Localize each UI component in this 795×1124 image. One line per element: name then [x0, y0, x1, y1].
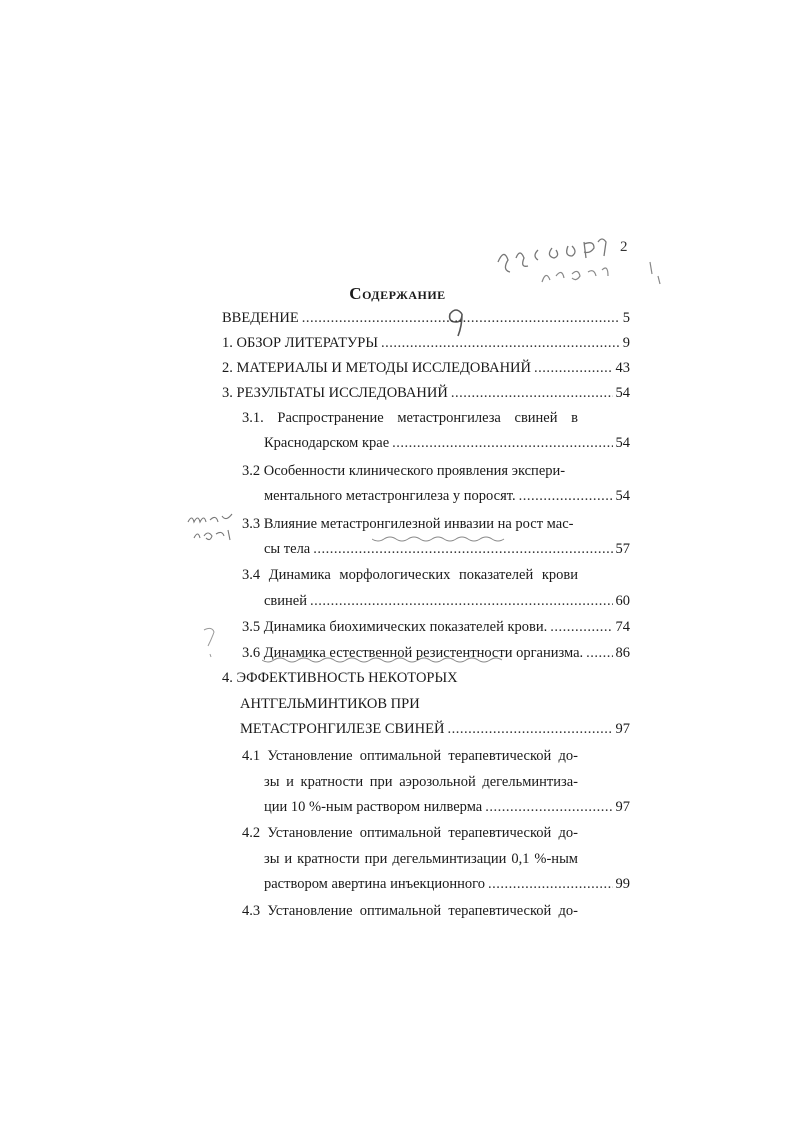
- toc-entry-4-line3: МЕТАСТРОНГИЛЕЗЕ СВИНЕЙ ..... 97: [240, 719, 630, 739]
- toc-entry-3-2-line2: ментального метастронгилеза у поросят. ..... 54: [264, 486, 630, 506]
- toc-entry-literature: 1. ОБЗОР ЛИТЕРАТУРЫ ..... 9: [222, 333, 630, 353]
- toc-entry-4-1-line2: зы и кратности при аэрозольной дегельминтиза-: [264, 774, 578, 790]
- toc-entry-results: 3. РЕЗУЛЬТАТЫ ИССЛЕДОВАНИЙ ..... 54: [222, 383, 630, 403]
- toc-entry-3-1-line1: 3.1. Распространение метастронгилеза свиней в: [242, 410, 578, 426]
- page-number: 2: [620, 239, 628, 255]
- toc-entry-3-6: 3.6 Динамика естественной резистентности организма. ..... 86: [242, 643, 630, 663]
- toc-entry-3-1-line2: Краснодарском крае ..... 54: [264, 433, 630, 453]
- toc-entry-4-3-line1: 4.3 Установление оптимальной терапевтической до-: [242, 903, 578, 919]
- toc-entry-introduction: ВВЕДЕНИЕ ..... 5: [222, 308, 630, 328]
- handwritten-mark-margin: [200, 624, 220, 660]
- toc-entry-3-3-line2: сы тела ..... 57: [264, 539, 630, 559]
- toc-entry-4-2-line1: 4.2 Установление оптимальной терапевтической до-: [242, 825, 578, 841]
- toc-entry-4-line1: 4. ЭФФЕКТИВНОСТЬ НЕКОТОРЫХ: [222, 670, 458, 686]
- handwritten-note-margin: [184, 506, 244, 546]
- handwritten-note-top: [490, 232, 665, 288]
- page-title: Содержание: [349, 284, 446, 303]
- toc-entry-3-5: 3.5 Динамика биохимических показателей крови. ..... 74: [242, 617, 630, 637]
- toc-entry-4-2-line2: зы и кратности при дегельминтизации 0,1 %-ным: [264, 851, 578, 867]
- toc-entry-3-4-line2: свиней ..... 60: [264, 591, 630, 611]
- toc-entry-4-2-line3: раствором авертина инъекционного ..... 99: [264, 874, 630, 894]
- toc-entry-materials: 2. МАТЕРИАЛЫ И МЕТОДЫ ИССЛЕДОВАНИЙ ..... 43: [222, 358, 630, 378]
- toc-entry-3-3-line1: 3.3 Влияние метастронгилезной инвазии на рост мас-: [242, 516, 574, 532]
- toc-entry-4-line2: АНТГЕЛЬМИНТИКОВ ПРИ: [240, 696, 420, 712]
- toc-entry-3-4-line1: 3.4 Динамика морфологических показателей крови: [242, 567, 578, 583]
- toc-entry-3-2-line1: 3.2 Особенности клинического проявления экспери-: [242, 463, 566, 479]
- toc-entry-4-1-line3: ции 10 %-ным раствором нилверма ..... 97: [264, 797, 630, 817]
- toc-entry-4-1-line1: 4.1 Установление оптимальной терапевтической до-: [242, 748, 578, 764]
